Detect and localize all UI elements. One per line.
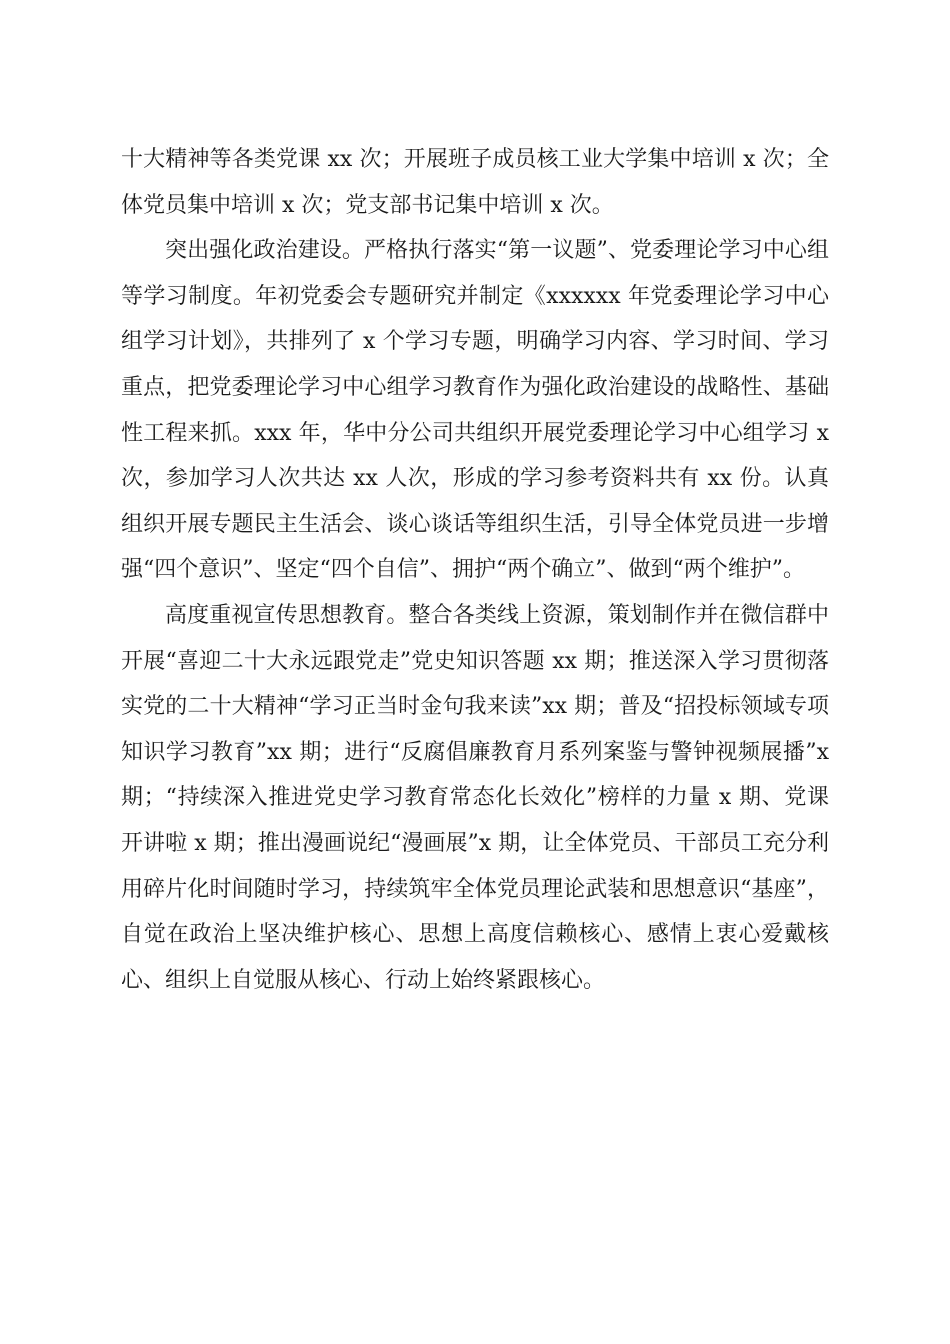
- document-body: [121, 137, 829, 1003]
- paragraph-publicity-education: 高度重视宣传思想教育。整合各类线上资源，策划制作并在微信群中开展“喜迎二十大永远跟党走”党史知识答题 xx 期；推送深入学习贯彻落实党的二十大精神“学习正当时金句我来读”xx 期；普及“招投标领域专项知识学习教育”xx 期；进行“反腐倡廉教育月系列案鉴与警钟视频展播”x 期；“持续深入推进党史学习教育常态化长效化”榜样的力量 x 期、党课开讲啦 x 期；推出漫画说纪“漫画展”x 期，让全体党员、干部员工充分利用碎片化时间随时学习，持续筑牢全体党员理论武装和思想意识“基座”，自觉在政治上坚决维护核心、思想上高度信赖核心、感情上衷心爱戴核心、组织上自觉服从核心、行动上始终紧跟核心。: [121, 602, 829, 993]
- paragraph-political-building: 突出强化政治建设。严格执行落实“第一议题”、党委理论学习中心组等学习制度。年初党委会专题研究并制定《xxxxxx 年党委理论学习中心组学习计划》，共排列了 x 个学习专题，明确学习内容、学习时间、学习重点，把党委理论学习中心组学习教育作为强化政治建设的战略性、基础性工程来抓。xxx 年，华中分公司共组织开展党委理论学习中心组学习 x 次，参加学习人次共达 xx 人次，形成的学习参考资料共有 xx 份。认真组织开展专题民主生活会、谈心谈话等组织生活，引导全体党员进一步增强“四个意识”、坚定“四个自信”、拥护“两个确立”、做到“两个维护”。: [121, 238, 829, 583]
- paragraph-continued-training: 十大精神等各类党课 xx 次；开展班子成员核工业大学集中培训 x 次；全体党员集中培训 x 次；党支部书记集中培训 x 次。: [121, 147, 829, 218]
